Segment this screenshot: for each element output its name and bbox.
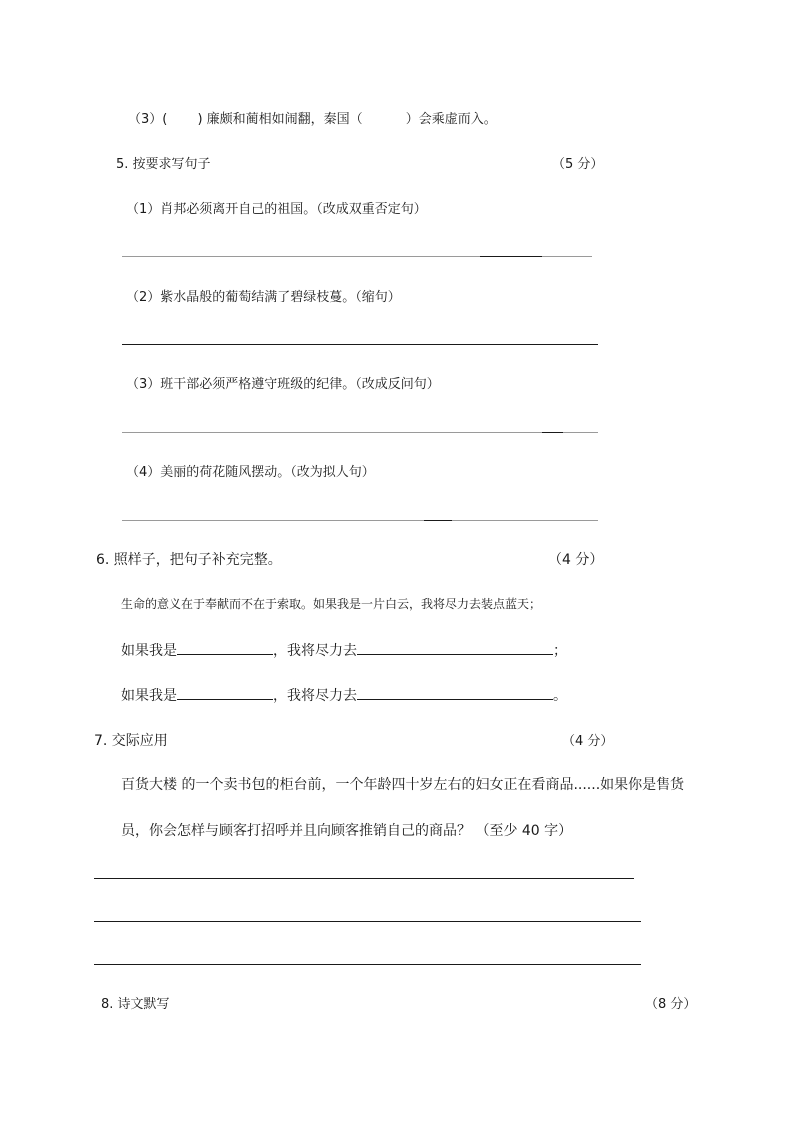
q5-item2-answer-line[interactable]: [122, 344, 598, 345]
q6-line2-end: 。: [553, 688, 567, 704]
q7-body-line1: 百货大楼 的一个卖书包的柜台前，一个年龄四十岁左右的妇女正在看商品......如果你是售货: [121, 777, 685, 793]
q8-title: 8. 诗文默写: [101, 997, 170, 1012]
q6-line1-prefix: 如果我是: [121, 643, 177, 659]
q7-title: 7. 交际应用: [94, 733, 168, 749]
q5-item1: （1）肖邦必须离开自己的祖国。（改成双重否定句）: [126, 202, 427, 217]
q6-line2-middle: ，我将尽力去: [273, 688, 357, 704]
q7-answer-line-3[interactable]: [94, 964, 641, 965]
q5-item4-line-mark: [424, 520, 452, 521]
q5-item2: （2）紫水晶般的葡萄结满了碧绿枝蔓。（缩句）: [126, 290, 401, 305]
q7-body-line2: 员，你会怎样与顾客打招呼并且向顾客推销自己的商品？ （至少 40 字）: [121, 823, 573, 839]
q5-item1-line-mark: [480, 256, 542, 257]
q5-item3: （3）班干部必须严格遵守班级的纪律。（改成反问句）: [126, 377, 440, 392]
q6-line2-blank2[interactable]: [357, 684, 553, 700]
q5-item4-answer-line[interactable]: [122, 520, 598, 521]
q6-line2-prefix: 如果我是: [121, 688, 177, 704]
q6-line1-blank2[interactable]: [357, 639, 553, 655]
q6-example: 生命的意义在于奉献而不在于索取。如果我是一片白云，我将尽力去装点蓝天；: [121, 597, 542, 611]
q5-item3-line-mark: [542, 432, 563, 433]
q6-score: （4 分）: [548, 552, 604, 568]
q4-item3-text: （3）( ) 廉颇和蔺相如闹翻，秦国（ ）会乘虚而入。: [128, 112, 497, 127]
q5-score: （5 分）: [552, 157, 604, 172]
q7-answer-line-1[interactable]: [94, 878, 634, 879]
q7-answer-line-2[interactable]: [94, 921, 641, 922]
q6-line1-end: ；: [553, 643, 567, 659]
q6-line2: [121, 684, 567, 705]
q6-line2-blank1[interactable]: [177, 684, 273, 700]
q5-item4: （4）美丽的荷花随风摆动。（改为拟人句）: [126, 465, 375, 480]
q6-line1: [121, 639, 567, 660]
q6-line1-middle: ，我将尽力去: [273, 643, 357, 659]
q8-score: （8 分）: [645, 997, 697, 1012]
q6-line1-blank1[interactable]: [177, 639, 273, 655]
q5-title: 5. 按要求写句子: [116, 157, 211, 172]
q6-title: 6. 照样子，把句子补充完整。: [96, 552, 282, 568]
q7-score: （4 分）: [562, 734, 614, 749]
q5-item3-answer-line[interactable]: [122, 432, 598, 433]
